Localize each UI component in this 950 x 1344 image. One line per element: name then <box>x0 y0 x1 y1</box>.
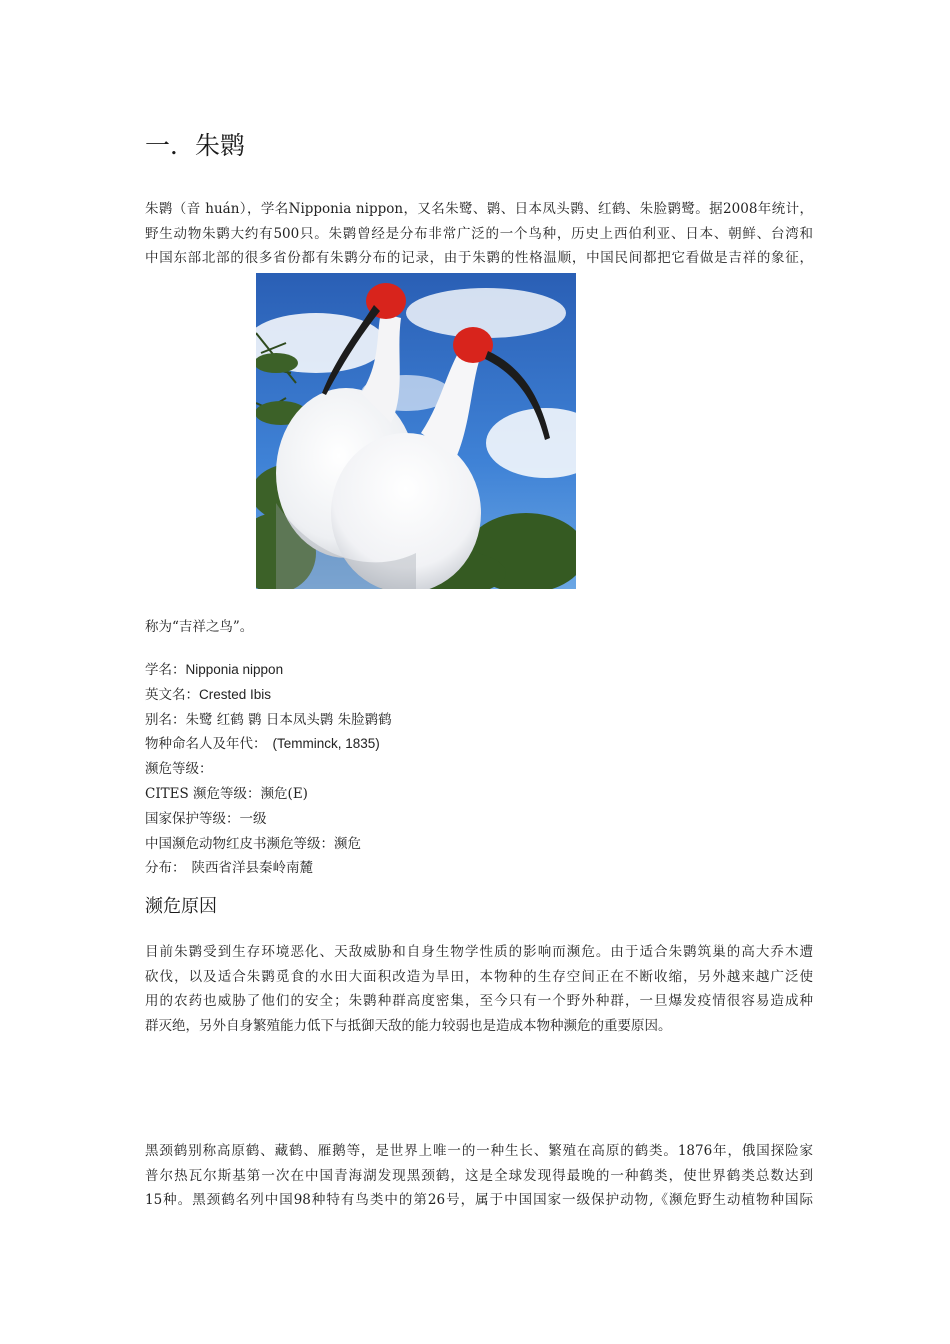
continuation-text: 称为“吉祥之鸟”。 <box>145 619 254 635</box>
fact-english-name: 英文名：Crested Ibis <box>145 686 272 703</box>
crane-line: 15种。黑颈鹤名列中国98种特有鸟类中的第26号，属于中国国家一级保护动物,《濒危野生动植物种国际 <box>145 1192 813 1208</box>
endangered-line: 目前朱鹮受到生存环境恶化、天敌威胁和自身生物学性质的影响而濒危。由于适合朱鹮筑巢的高大乔木遭 <box>145 944 813 960</box>
page-title: 一．朱鹮 <box>145 131 246 160</box>
intro-line: 中国东部北部的很多省份都有朱鹮分布的记录，由于朱鹮的性格温顺，中国民间都把它看做是吉祥的象征， <box>145 250 813 266</box>
fact-list <box>145 658 392 881</box>
endangered-line: 砍伐，以及适合朱鹮觅食的水田大面积改造为旱田，本物种的生存空间正在不断收缩，另外越来越广泛使 <box>145 968 813 985</box>
crane-line: 黑颈鹤别称高原鹤、藏鹤、雁鹅等，是世界上唯一的一种生长、繁殖在高原的鹤类。1876年，俄国探险家 <box>145 1143 813 1159</box>
fact-scientific-name: 学名：Nipponia nippon <box>145 662 284 678</box>
fact-distribution: 分布： 陕西省洋县秦岭南麓 <box>145 860 313 877</box>
fact-cites-level: CITES 濒危等级：濒危(E) <box>145 785 308 802</box>
section-heading: 濒危原因 <box>145 896 217 917</box>
fact-national-protection: 国家保护等级：一级 <box>145 810 267 827</box>
intro-line: 朱鹮（音 huán），学名Nipponia nippon，又名朱鹭、鹮、日本凤头鹮、红鹤、朱脸鹮鹭。据2008年统计， <box>145 201 813 217</box>
fact-naming-authority: 物种命名人及年代： (Temminck, 1835) <box>145 736 380 753</box>
crested-ibis-photo <box>256 273 576 589</box>
crane-paragraph <box>145 1139 813 1213</box>
fact-red-book-level: 中国濒危动物红皮书濒危等级：濒危 <box>145 835 361 852</box>
intro-line: 野生动物朱鹮大约有500只。朱鹮曾经是分布非常广泛的一个鸟种，历史上西伯利亚、日本、朝鲜、台湾和 <box>145 225 813 242</box>
intro-paragraph <box>145 197 813 271</box>
endangered-line: 用的农药也威胁了他们的安全；朱鹮种群高度密集，至今只有一个野外种群，一旦爆发疫情很容易造成种 <box>145 993 813 1009</box>
fact-endangered-level: 濒危等级： <box>145 761 213 778</box>
fact-alias: 别名：朱鹭 红鹤 鹮 日本凤头鹮 朱脸鹮鹤 <box>145 711 392 728</box>
endangered-paragraph <box>145 940 813 1038</box>
crane-line: 普尔热瓦尔斯基第一次在中国青海湖发现黑颈鹤，这是全球发现得最晚的一种鹤类，使世界鹤类总数达到 <box>145 1167 813 1184</box>
endangered-line: 群灭绝，另外自身繁殖能力低下与抵御天敌的能力较弱也是造成本物种濒危的重要原因。 <box>145 1017 672 1034</box>
